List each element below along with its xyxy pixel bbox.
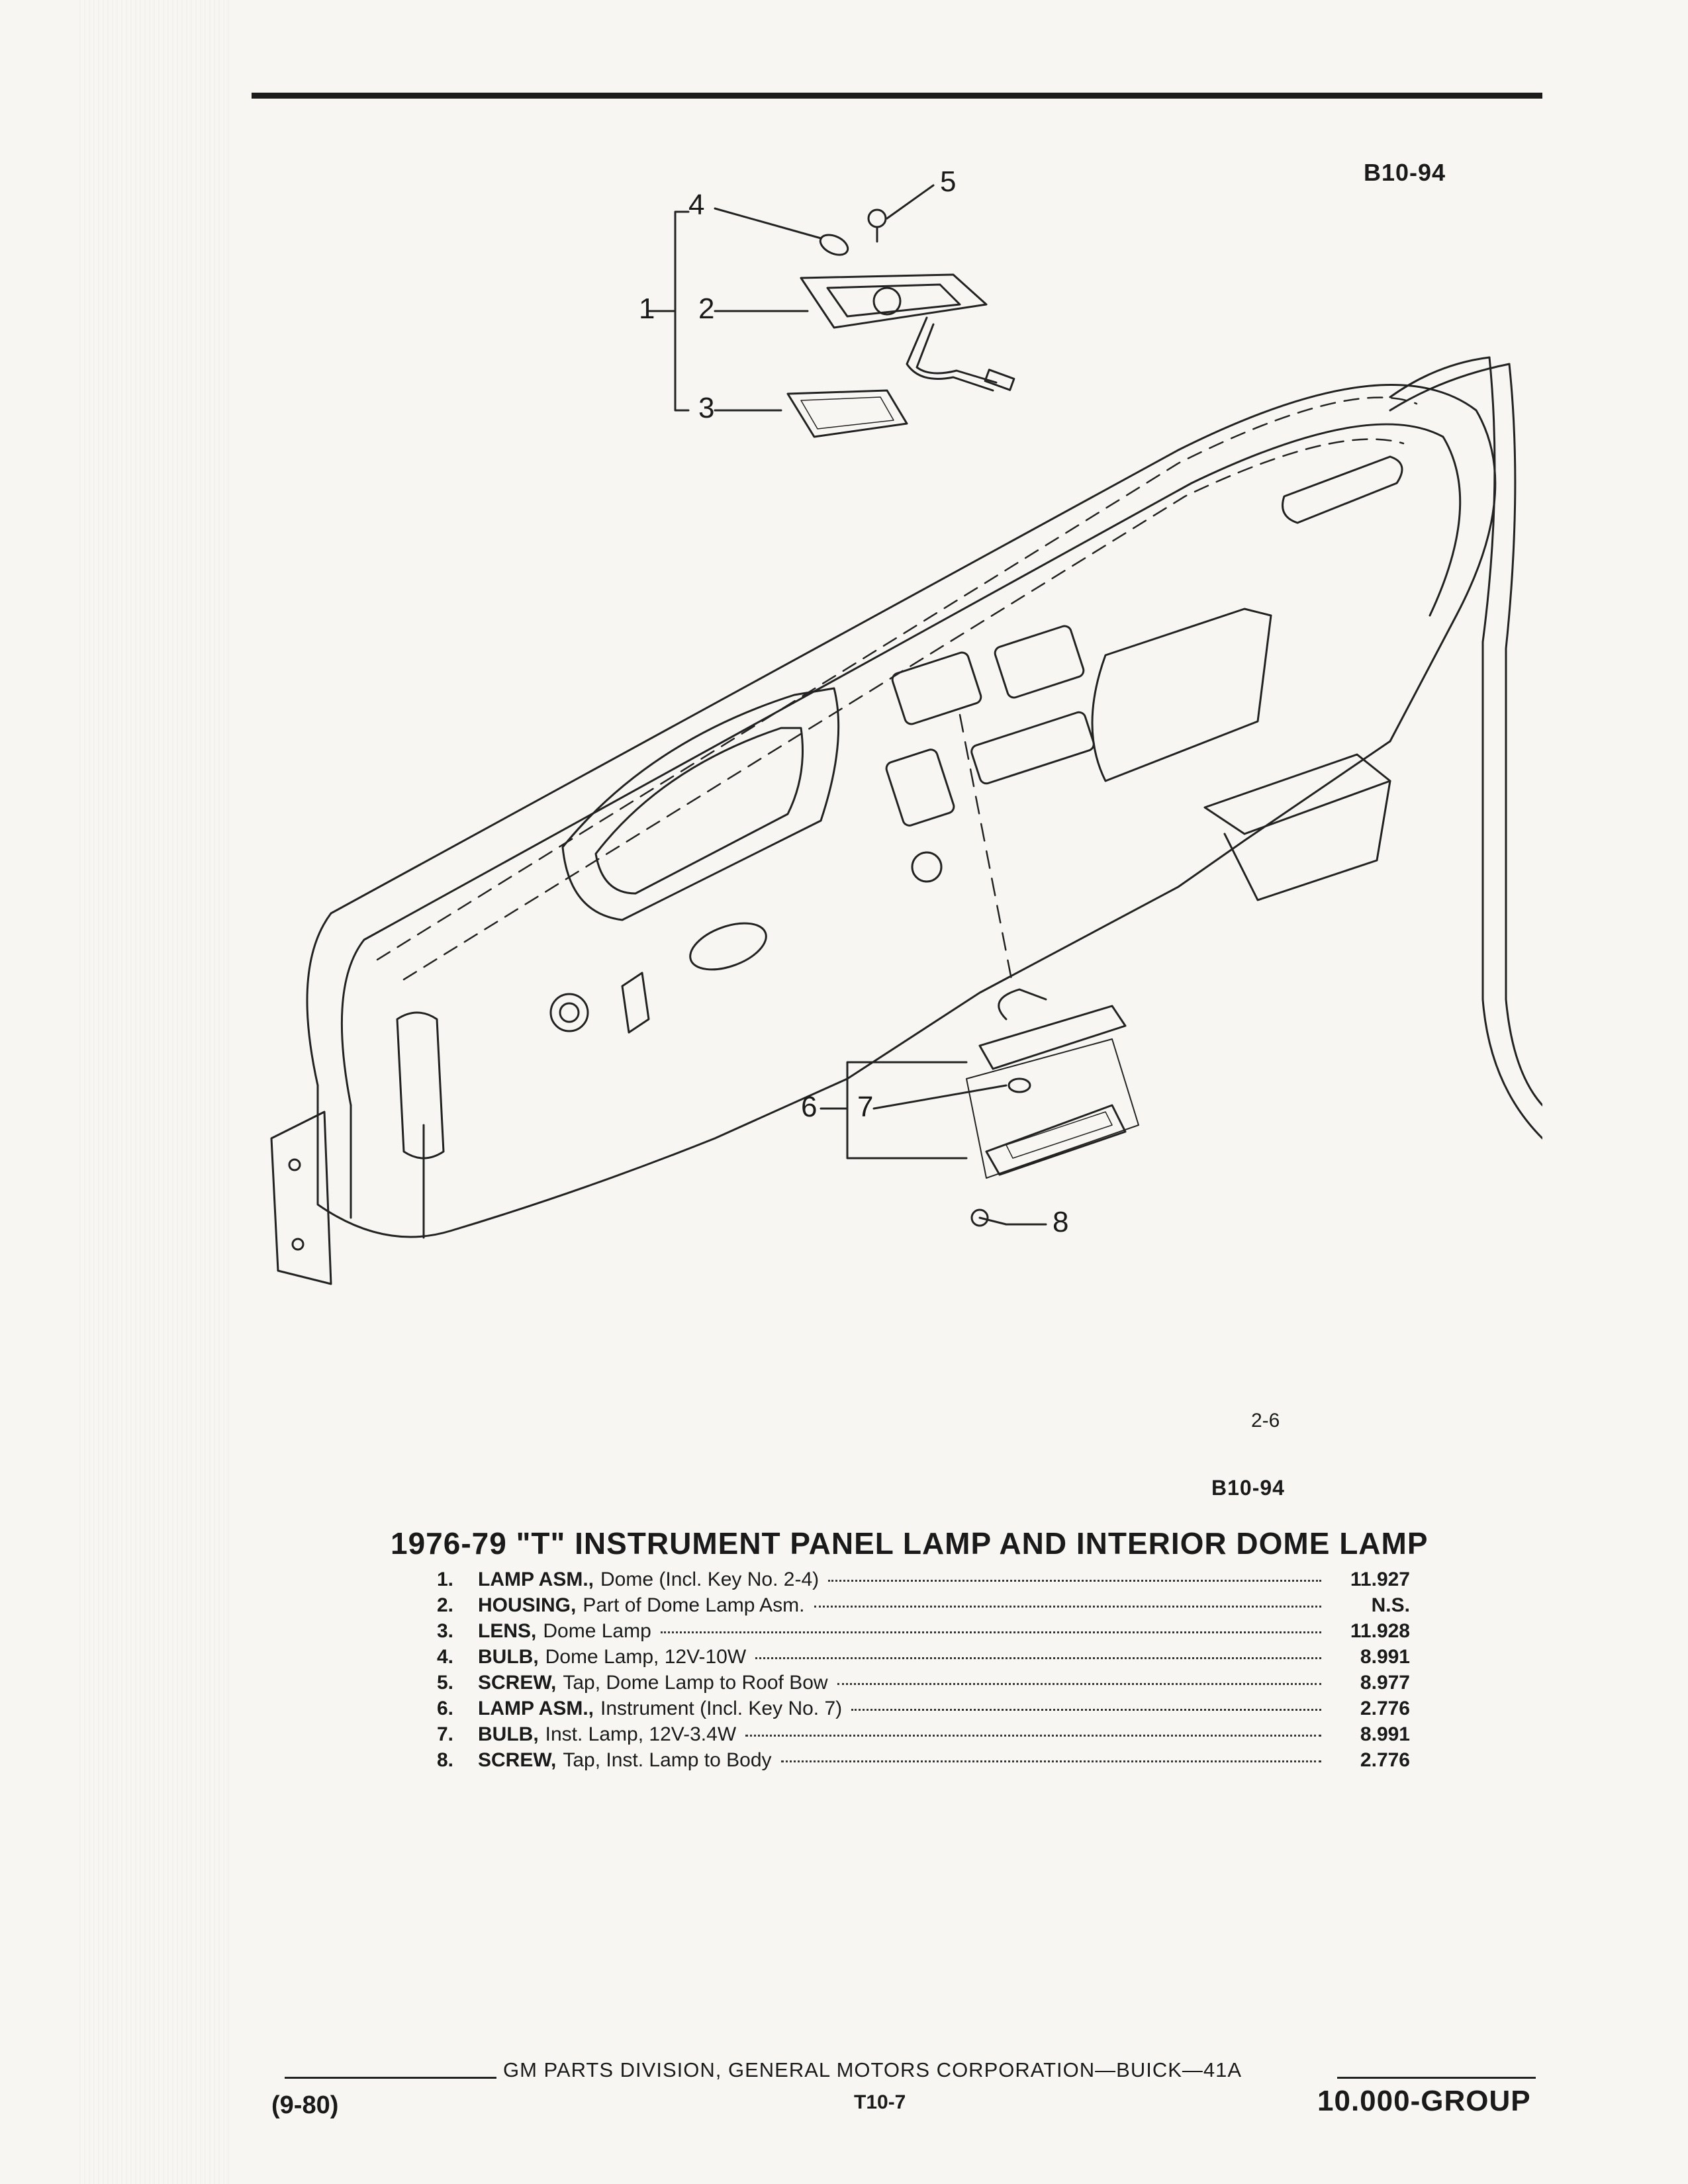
part-row [437, 1569, 1410, 1594]
cluster-opening-left [563, 688, 839, 920]
part-key: 6. [437, 1698, 454, 1719]
leader-7 [874, 1085, 1006, 1109]
dome-bulb [818, 231, 851, 259]
instrument-lamp-body [986, 1105, 1125, 1175]
part-name: BULB, [478, 1723, 539, 1745]
part-description: Dome Lamp, 12V-10W [545, 1646, 747, 1668]
dot-leader [828, 1579, 1321, 1582]
part-description: Dome Lamp [543, 1620, 651, 1642]
part-key: 3. [437, 1620, 454, 1642]
part-row [437, 1698, 1410, 1723]
dot-leader [837, 1682, 1321, 1685]
part-row [437, 1646, 1410, 1672]
defroster-vent [1283, 457, 1403, 523]
part-number: 11.927 [1350, 1569, 1410, 1590]
footer-rule-left [285, 2077, 496, 2079]
cluster-opening-right [1092, 609, 1271, 781]
footer-corporation: GM PARTS DIVISION, GENERAL MOTORS CORPORATION—BUICK—41A [503, 2058, 1243, 2081]
callout-5: 5 [940, 165, 957, 198]
part-name: BULB, [478, 1646, 539, 1668]
part-row [437, 1672, 1410, 1698]
page-number: T10-7 [854, 2091, 906, 2113]
part-number: N.S. [1371, 1594, 1410, 1616]
panel-lower-edge [318, 741, 1390, 1237]
part-name: SCREW, [478, 1749, 557, 1771]
group-number: 10.000-GROUP [1317, 2085, 1531, 2117]
part-number: 11.928 [1350, 1620, 1410, 1642]
dome-screw [868, 210, 886, 227]
left-vent [397, 1013, 444, 1158]
part-number: 8.977 [1360, 1672, 1410, 1694]
part-key: 1. [437, 1569, 454, 1590]
scan-texture [79, 0, 232, 2184]
section-title: 1976-79 "T" INSTRUMENT PANEL LAMP AND INTERIOR DOME LAMP [391, 1526, 1429, 1561]
dot-leader [745, 1734, 1321, 1737]
part-description: Part of Dome Lamp Asm. [583, 1594, 805, 1616]
callout-1: 1 [639, 293, 655, 325]
callout-3: 3 [698, 392, 715, 424]
inst-bulb [1009, 1079, 1030, 1092]
dot-leader [814, 1605, 1322, 1608]
part-number: 8.991 [1360, 1723, 1410, 1745]
part-description: Tap, Inst. Lamp to Body [563, 1749, 772, 1771]
part-row [437, 1723, 1410, 1749]
dot-leader [781, 1760, 1321, 1762]
part-row [437, 1620, 1410, 1646]
part-key: 2. [437, 1594, 454, 1616]
diagram-code: B10-94 [1211, 1476, 1285, 1500]
part-description: Instrument (Incl. Key No. 7) [600, 1698, 843, 1719]
callout-7: 7 [857, 1091, 874, 1123]
header-code: B10-94 [1364, 159, 1446, 186]
crash-pad-line [377, 398, 1417, 960]
gauge-window [891, 651, 983, 725]
part-name: LAMP ASM., [478, 1569, 594, 1590]
exploded-parts-diagram [252, 146, 1542, 1337]
inst-screw [980, 1218, 1006, 1224]
leader-5 [887, 185, 933, 218]
glove-box-shelf [1205, 754, 1390, 834]
dome-lens [788, 390, 907, 437]
part-name: LAMP ASM., [478, 1698, 594, 1719]
dot-leader [755, 1657, 1321, 1659]
part-name: SCREW, [478, 1672, 557, 1694]
knob [551, 994, 588, 1031]
part-key: 4. [437, 1646, 454, 1668]
dome-housing [801, 275, 986, 328]
part-key: 7. [437, 1723, 454, 1745]
install-line [960, 715, 1013, 986]
callout-2: 2 [698, 293, 715, 325]
diagram-drawing [252, 146, 1542, 1337]
part-number: 2.776 [1360, 1698, 1410, 1719]
parts-list [437, 1569, 1410, 1775]
part-name: HOUSING, [478, 1594, 577, 1616]
part-row [437, 1749, 1410, 1775]
part-description: Dome (Incl. Key No. 2-4) [600, 1569, 820, 1590]
figure-number: 2-6 [1251, 1410, 1280, 1432]
bracket-6 [821, 1062, 966, 1158]
part-number: 8.991 [1360, 1646, 1410, 1668]
top-rule [252, 93, 1542, 99]
dot-leader [851, 1708, 1321, 1711]
callout-8: 8 [1053, 1206, 1069, 1238]
part-key: 5. [437, 1672, 454, 1694]
callout-6: 6 [801, 1091, 818, 1123]
revision-date: (9-80) [271, 2091, 339, 2119]
part-name: LENS, [478, 1620, 537, 1642]
part-number: 2.776 [1360, 1749, 1410, 1771]
dot-leader [661, 1631, 1321, 1633]
callout-4: 4 [688, 189, 705, 221]
ash-tray [684, 914, 772, 978]
left-end-bracket [271, 1112, 331, 1284]
part-description: Inst. Lamp, 12V-3.4W [545, 1723, 737, 1745]
instrument-panel-outline [307, 385, 1495, 1085]
part-row [437, 1594, 1410, 1620]
leader-4 [715, 208, 821, 238]
footer-rule-right [1337, 2077, 1536, 2079]
part-description: Tap, Dome Lamp to Roof Bow [563, 1672, 828, 1694]
part-key: 8. [437, 1749, 454, 1771]
